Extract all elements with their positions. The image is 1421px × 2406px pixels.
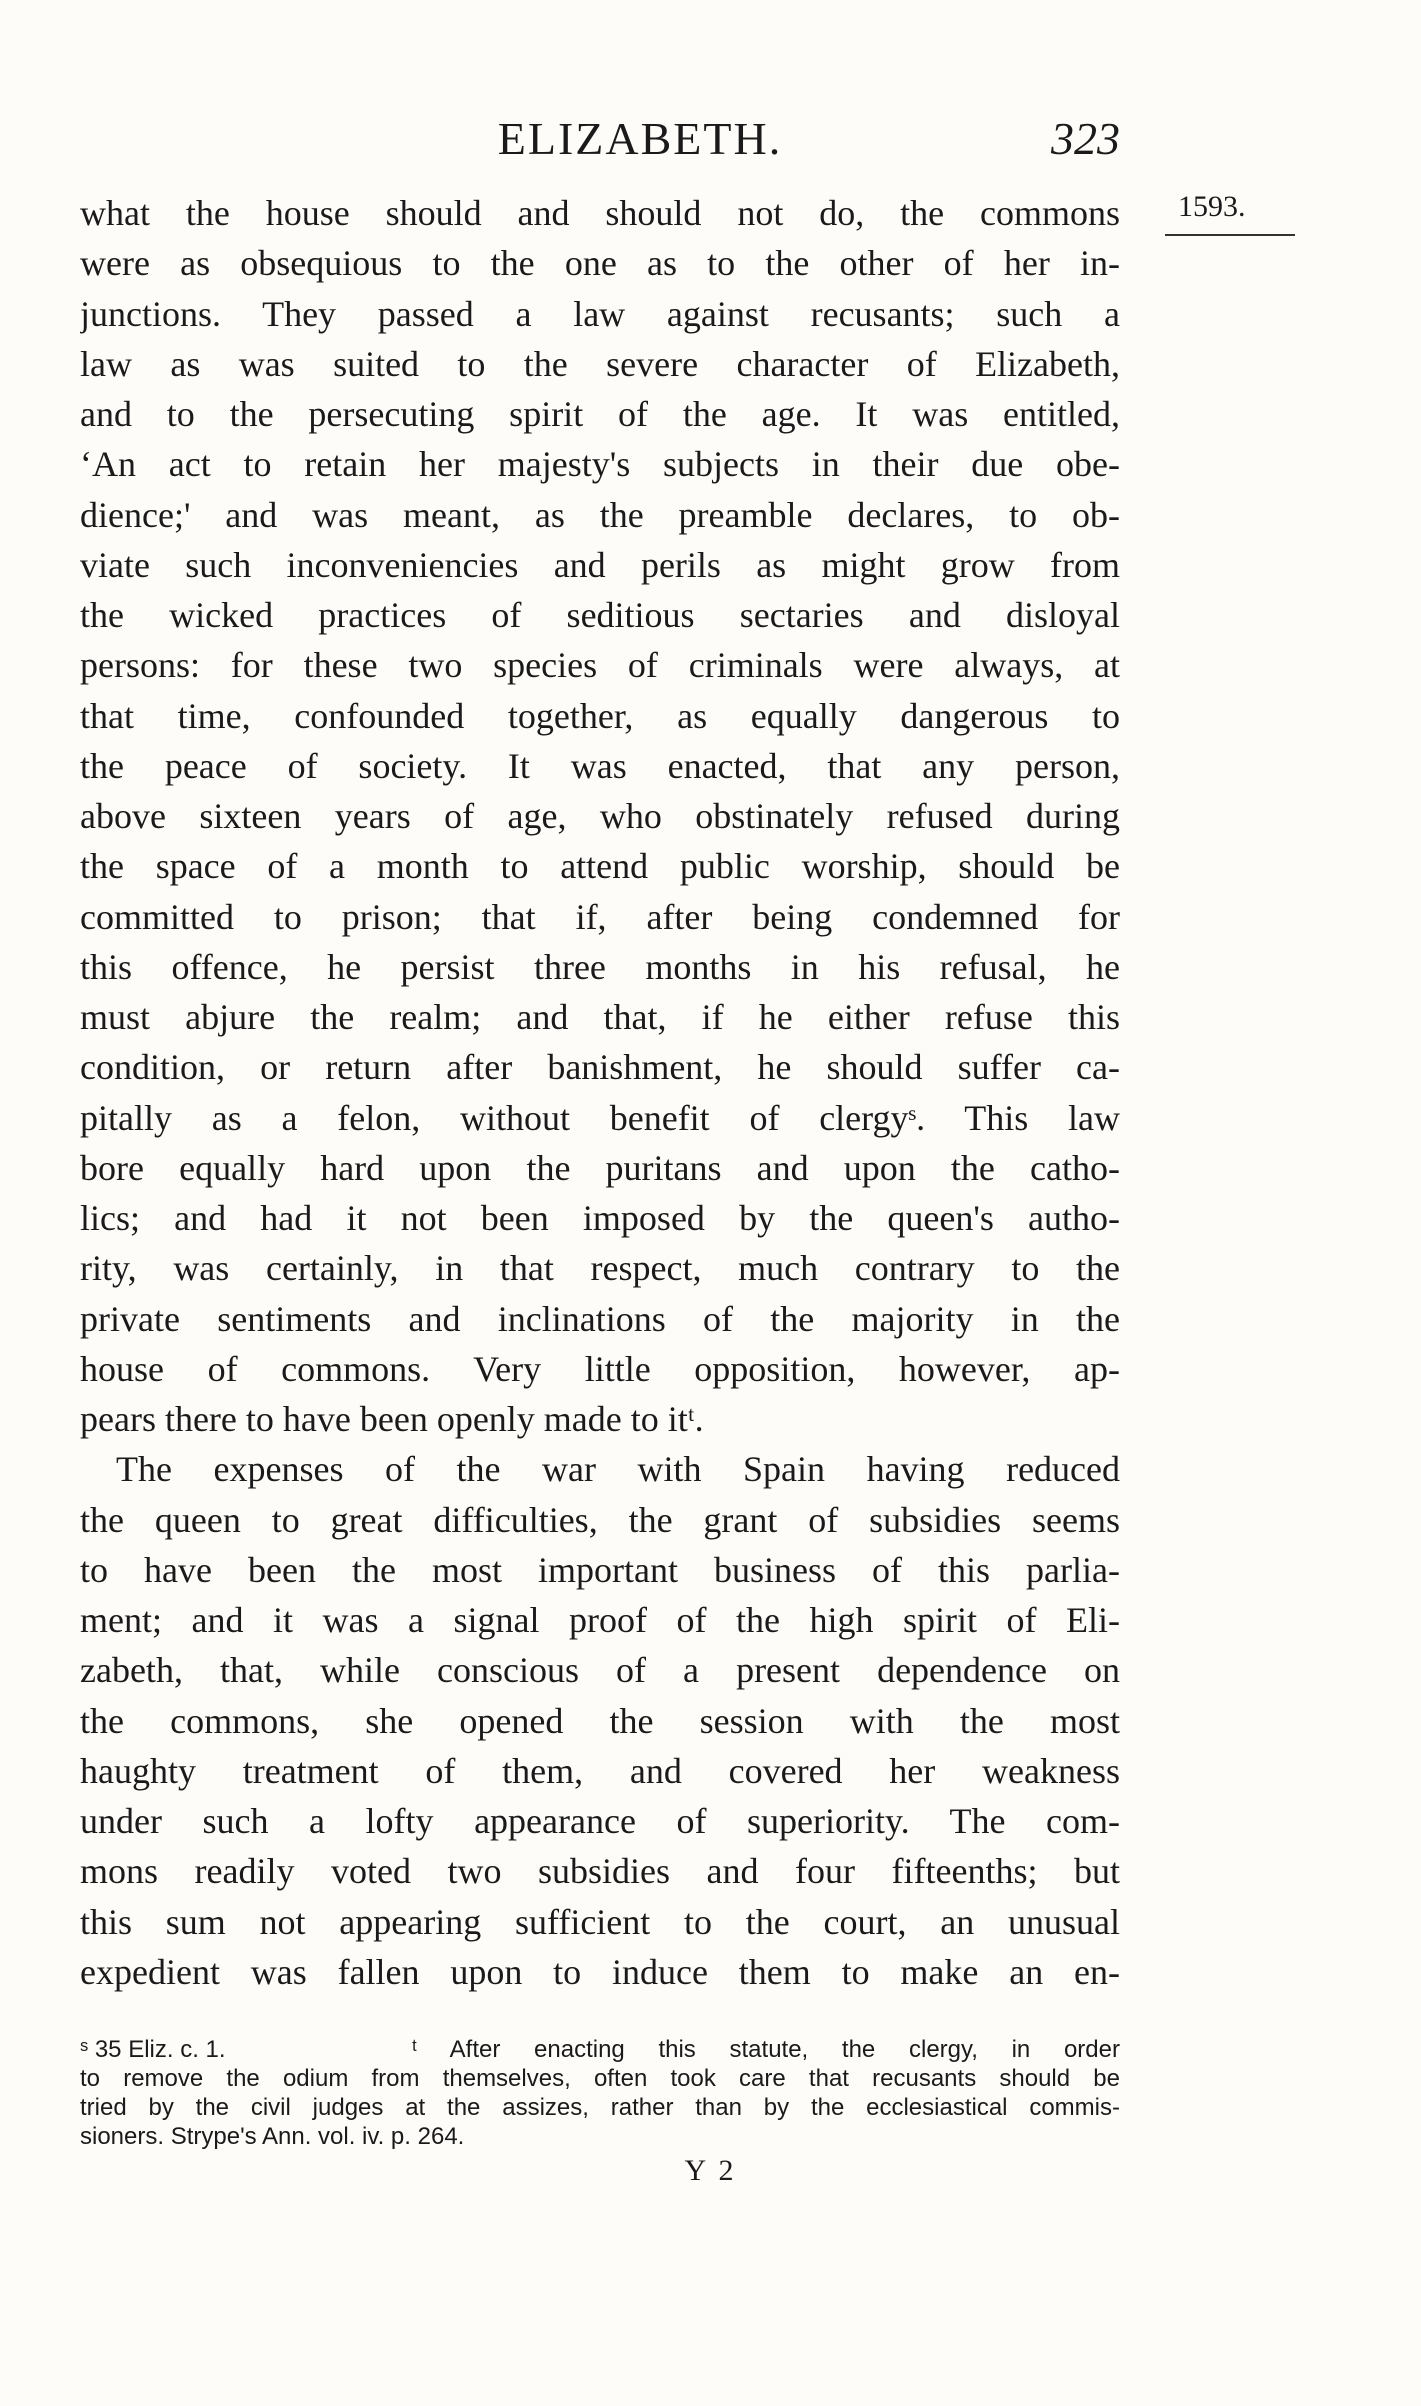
text-line: rity, was certainly, in that respect, much contrary to the — [80, 1248, 1120, 1289]
text-line: the peace of society. It was enacted, that any person, — [80, 745, 1120, 786]
text-line: the wicked practices of seditious sectaries and disloyal — [80, 595, 1120, 635]
text-line: to have been the most important business of this parlia- — [80, 1549, 1120, 1590]
text-line: mons readily voted two subsidies and four fifteenths; but — [80, 1851, 1120, 1892]
text-line: expedient was fallen upon to induce them to make an en- — [80, 1951, 1120, 1992]
text-line: lics; and had it not been imposed by the queen's autho- — [80, 1198, 1120, 1238]
paragraph-end-line: pears there to have been openly made to itᵗ. — [80, 1399, 704, 1439]
margin-year-note: 1593. — [1178, 190, 1246, 223]
text-line: ment; and it was a signal proof of the high spirit of Eli- — [80, 1600, 1120, 1640]
text-line: house of commons. Very little opposition, however, ap- — [80, 1348, 1120, 1389]
body-text — [80, 188, 1120, 1997]
footnote-line: to remove the odium from themselves, often took care that recusants should be — [80, 2065, 1120, 2092]
text-line: that time, confounded together, as equally dangerous to — [80, 695, 1120, 736]
footnote-first-line — [80, 2035, 1120, 2064]
text-line: law as was suited to the severe character of Elizabeth, — [80, 343, 1120, 384]
text-line: this offence, he persist three months in his refusal, he — [80, 946, 1120, 987]
running-head: ELIZABETH. — [497, 113, 783, 164]
footnotes — [80, 2035, 1120, 2151]
footnote-line: tried by the civil judges at the assizes, rather than by the ecclesiastical commis- — [80, 2094, 1120, 2121]
text-line: pitally as a felon, without benefit of clergyˢ. This law — [80, 1097, 1120, 1138]
text-line: above sixteen years of age, who obstinately refused during — [80, 796, 1120, 836]
text-line: persons: for these two species of criminals were always, at — [80, 645, 1120, 686]
text-line: this sum not appearing sufficient to the court, an unusual — [80, 1901, 1120, 1942]
text-line: ‘An act to retain her majesty's subjects in their due obe- — [80, 444, 1120, 485]
footnote-s: ˢ 35 Eliz. c. 1. — [80, 2036, 226, 2063]
signature-mark: Y 2 — [684, 2154, 737, 2187]
text-line: condition, or return after banishment, he should suffer ca- — [80, 1047, 1120, 1088]
text-line: viate such inconveniencies and perils as might grow from — [80, 544, 1120, 585]
text-line: private sentiments and inclinations of the majority in the — [80, 1298, 1120, 1339]
text-line: haughty treatment of them, and covered her weakness — [80, 1750, 1120, 1791]
text-line: the space of a month to attend public worship, should be — [80, 846, 1120, 887]
margin-rule — [1165, 234, 1295, 236]
text-line: committed to prison; that if, after being condemned for — [80, 896, 1120, 937]
text-line: bore equally hard upon the puritans and upon the catho- — [80, 1147, 1120, 1188]
text-line: junctions. They passed a law against recusants; such a — [80, 293, 1120, 334]
text-line: what the house should and should not do, the commons — [80, 193, 1120, 233]
text-line: were as obsequious to the one as to the other of her in- — [80, 243, 1120, 284]
footnote-t: ᵗ After enacting this statute, the clergy, in order — [412, 2036, 1120, 2063]
page-header — [160, 112, 1120, 172]
text-line: the queen to great difficulties, the grant of subsidies seems — [80, 1499, 1120, 1540]
text-line: zabeth, that, while conscious of a present dependence on — [80, 1650, 1120, 1691]
text-line: and to the persecuting spirit of the age. It was entitled, — [80, 394, 1120, 434]
footnote-line: sioners. Strype's Ann. vol. iv. p. 264. — [80, 2123, 465, 2150]
text-line: the commons, she opened the session with the most — [80, 1700, 1120, 1741]
page-number: 323 — [1051, 113, 1120, 164]
paragraph-start-line: The expenses of the war with Spain having reduced — [116, 1449, 1120, 1490]
text-line: must abjure the realm; and that, if he either refuse this — [80, 997, 1120, 1037]
text-line: dience;' and was meant, as the preamble declares, to ob- — [80, 494, 1120, 535]
text-line: under such a lofty appearance of superiority. The com- — [80, 1801, 1120, 1841]
